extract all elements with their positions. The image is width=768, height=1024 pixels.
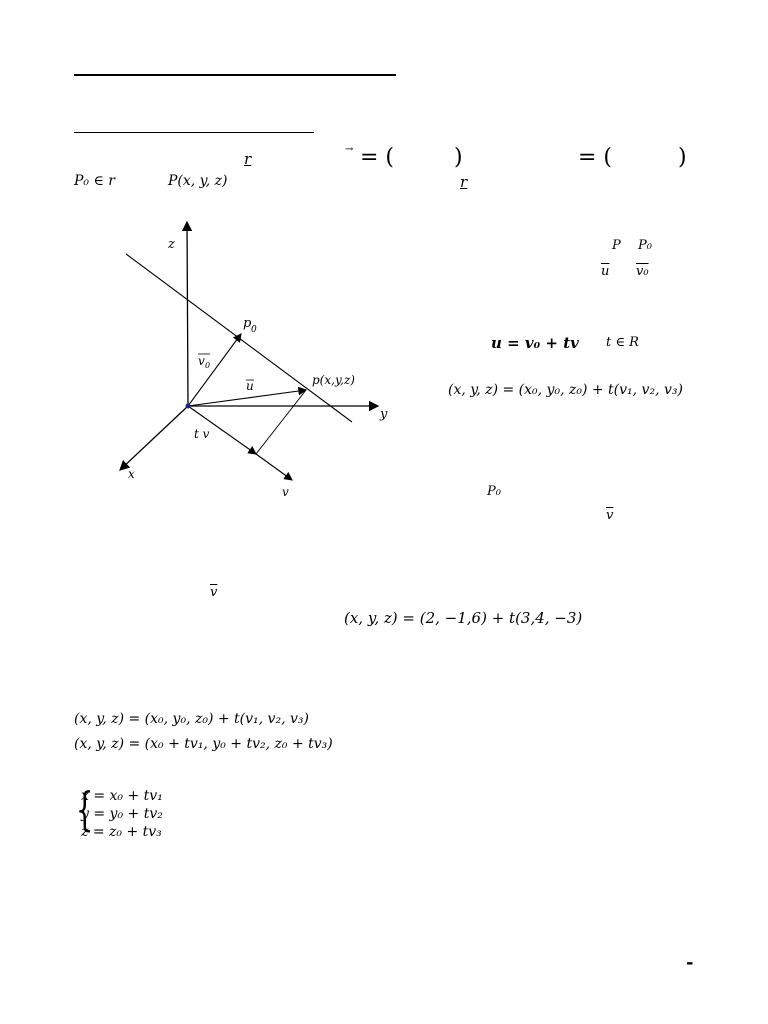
v-label-2: $\overline{v}$ bbox=[606, 508, 614, 523]
parallel-segment bbox=[256, 390, 306, 454]
p-xyz: P(x, y, z) bbox=[168, 173, 228, 189]
page-number-mark: - bbox=[686, 952, 694, 973]
arrow-symbol: → bbox=[345, 144, 354, 155]
title-underline bbox=[74, 74, 396, 76]
close-paren-1: ) bbox=[454, 145, 463, 170]
example-v-label: $\overline{v}$ bbox=[210, 585, 218, 600]
x-axis-label: x bbox=[128, 467, 135, 481]
u-label: $\overline{u}$ bbox=[601, 264, 610, 279]
vector-v0 bbox=[188, 334, 241, 406]
system-eq-x: x = x₀ + tv₁ bbox=[81, 788, 163, 804]
z-axis-label: z bbox=[168, 237, 175, 252]
y-axis-label: y bbox=[380, 407, 388, 422]
p0-in-r: P₀ ∈ r bbox=[74, 173, 115, 189]
vector-v bbox=[256, 454, 292, 480]
p0-label: P₀ bbox=[638, 238, 652, 253]
origin-point bbox=[186, 404, 191, 409]
z-axis bbox=[187, 222, 188, 406]
line-r bbox=[126, 254, 352, 422]
system-eq-z: z = z₀ + tv₃ bbox=[81, 824, 162, 840]
x-axis bbox=[120, 406, 188, 470]
parametric-vector-equation: (x, y, z) = (x₀, y₀, z₀) + t(v₁, v₂, v₃) bbox=[448, 382, 683, 398]
v0-vector-label: v bbox=[198, 354, 205, 368]
r-symbol-2: r bbox=[460, 173, 468, 191]
example-equation: (x, y, z) = (2, −1,6) + t(3,4, −3) bbox=[344, 609, 583, 627]
v0-label: v₀ bbox=[636, 264, 649, 279]
u-vector-label: u bbox=[246, 379, 254, 393]
p0-point-label: p bbox=[243, 316, 252, 331]
subtitle-underline bbox=[74, 132, 314, 133]
t-in-r: t ∈ R bbox=[606, 335, 639, 350]
derivation-line-2: (x, y, z) = (x₀ + tv₁, y₀ + tv₂, z₀ + tv₃) bbox=[74, 736, 333, 752]
p0-point-sub: 0 bbox=[251, 325, 257, 335]
derivation-line-1: (x, y, z) = (x₀, y₀, z₀) + t(v₁, v₂, v₃) bbox=[74, 711, 309, 727]
line-figure bbox=[110, 220, 410, 510]
close-paren-2: ) bbox=[678, 145, 687, 170]
v-vector-label: v bbox=[282, 485, 289, 499]
equals-open-2: = ( bbox=[578, 145, 613, 170]
system-brace: { bbox=[75, 782, 94, 836]
p-point-label: p(x,y,z) bbox=[312, 373, 355, 387]
r-symbol: r bbox=[244, 150, 252, 168]
equals-open-1: = ( bbox=[360, 145, 395, 170]
p0-label-2: P₀ bbox=[487, 484, 501, 499]
vector-equation: u = v₀ + tv bbox=[491, 334, 579, 352]
system-eq-y: y = y₀ + tv₂ bbox=[81, 806, 163, 822]
v0-vector-sub: 0 bbox=[205, 361, 211, 370]
tv-vector-label: t v bbox=[194, 427, 210, 441]
p-label: P bbox=[612, 238, 621, 253]
